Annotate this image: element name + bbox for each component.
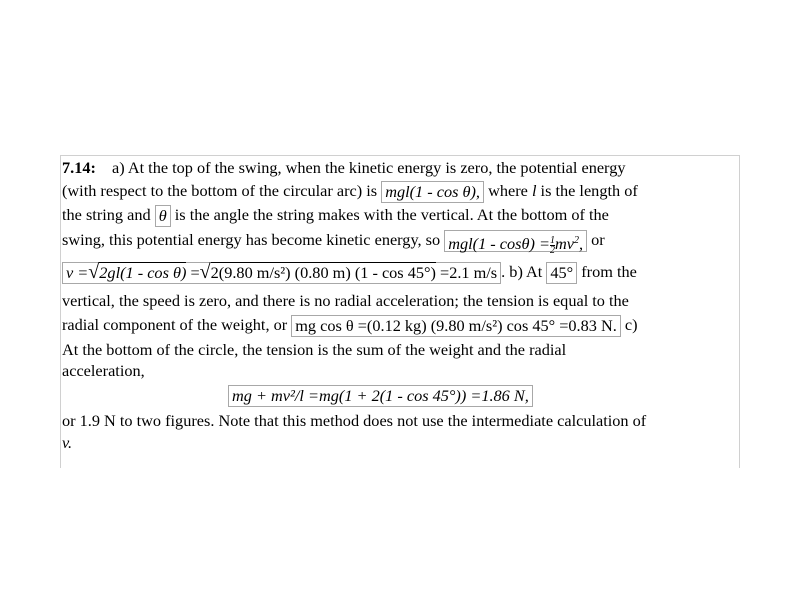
text-l2c: is the length of xyxy=(540,181,638,200)
text-l5b: from the xyxy=(581,262,637,281)
eq-speed-lhs: v = xyxy=(66,263,89,282)
eq-energy-rhs: mv xyxy=(554,234,574,253)
eq-speed-equals: = xyxy=(190,263,200,282)
line-10 xyxy=(228,385,533,407)
eq-energy-lhs: mgl(1 - cosθ) = xyxy=(448,234,550,253)
line-6 xyxy=(62,291,629,311)
var-l: l xyxy=(531,181,537,200)
line-2 xyxy=(62,181,638,203)
eq-angle: 45° xyxy=(546,262,577,284)
line-9 xyxy=(62,361,145,381)
text-l9: acceleration, xyxy=(62,361,145,380)
text-l12: v. xyxy=(62,433,73,452)
line-12 xyxy=(62,433,72,453)
eq-speed-result: =2.1 m/s xyxy=(440,263,498,282)
text-l7b: c) xyxy=(624,315,638,334)
text-l6: vertical, the speed is zero, and there is no radial acceleration; the tension is equal to the xyxy=(62,291,629,310)
eq-speed: v =√2gl(1 - cos θ) =√2(9.80 m/s²) (0.80 m) (1 - cos 45°) =2.1 m/s xyxy=(62,262,501,284)
line-5 xyxy=(62,262,637,284)
text-l7a: radial component of the weight, or xyxy=(62,315,288,334)
line-7 xyxy=(62,315,638,337)
text-l2a: (with respect to the bottom of the circular arc) is xyxy=(62,181,378,200)
eq-tension-c: mg + mv²/l =mg(1 + 2(1 - cos 45°)) =1.86 N, xyxy=(228,385,533,407)
text-l5a: . b) At xyxy=(501,262,543,281)
line-11 xyxy=(62,411,646,431)
text-l3b: is the angle the string makes with the vertical. At the bottom of the xyxy=(174,205,609,224)
line-3 xyxy=(62,205,609,227)
half-num: 1 xyxy=(549,234,555,246)
problem-number: 7.14: xyxy=(62,158,96,177)
half-den: 2 xyxy=(549,244,555,256)
text-l8: At the bottom of the circle, the tension is the sum of the weight and the radial xyxy=(62,340,567,359)
text-l4a: swing, this potential energy has become kinetic energy, so xyxy=(62,230,441,249)
text-l3a: the string and xyxy=(62,205,151,224)
text-l2b: where xyxy=(488,181,528,200)
eq-tension-b: mg cos θ =(0.12 kg) (9.80 m/s²) cos 45° =0.83 N. xyxy=(291,315,621,337)
eq-speed-radicand-2: 2(9.80 m/s²) (0.80 m) (1 - cos 45°) xyxy=(210,263,436,282)
var-theta: θ xyxy=(155,205,171,227)
eq-energy: mgl(1 - cosθ) = $\frac{1}{2}$ $mv^2$, xyxy=(444,230,587,252)
text-l4b: or xyxy=(591,230,605,249)
line-8 xyxy=(62,340,566,360)
line-4 xyxy=(62,230,605,256)
line-1 xyxy=(62,158,625,178)
text-l11: or 1.9 N to two figures. Note that this method does not use the intermediate calculation of xyxy=(62,411,647,430)
eq-potential-energy: mgl(1 - cos θ), xyxy=(381,181,484,203)
eq-speed-radicand-1: 2gl(1 - cos θ) xyxy=(99,263,187,282)
text-l1: a) At the top of the swing, when the kinetic energy is zero, the potential energy xyxy=(112,158,626,177)
